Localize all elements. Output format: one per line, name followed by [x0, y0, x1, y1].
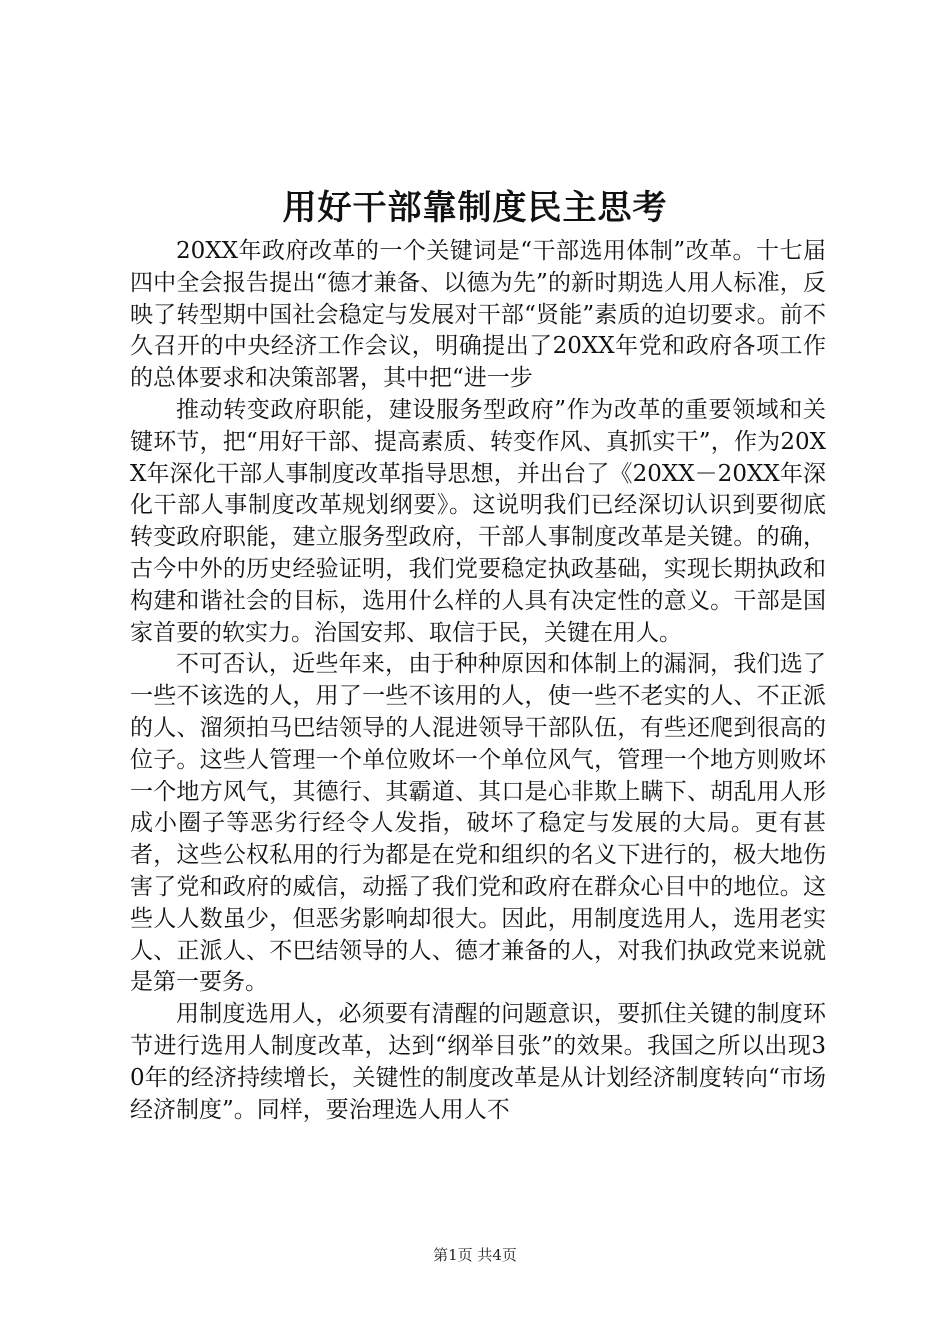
paragraph-4: 用制度选用人，必须要有清醒的问题意识，要抓住关键的制度环节进行选用人制度改革，达到“纲举目张”的效果。我国之所以出现30年的经济持续增长，关键性的制度改革是从计划经济制度转向“市场经济制度”。同样，要治理选人用人不 — [130, 1001, 826, 1123]
paragraph-3: 不可否认，近些年来，由于种种原因和体制上的漏洞，我们选了一些不该选的人，用了一些不该用的人，使一些不老实的人、不正派的人、溜须拍马巴结领导的人混进领导干部队伍，有些还爬到很高的位子。这些人管理一个单位败坏一个单位风气，管理一个地方则败坏一个地方风气，其德行、其霸道、其口是心非欺上瞒下、胡乱用人形成小圈子等恶劣行经令人发指，破坏了稳定与发展的大局。更有甚者，这些公权私用的行为都是在党和组织的名义下进行的，极大地伤害了党和政府的威信，动摇了我们党和政府在群众心目中的地位。这些人人数虽少，但恶劣影响却很大。因此，用制度选用人，选用老实人、正派人、不巴结领导的人、德才兼备的人，对我们执政党来说就是第一要务。 — [130, 651, 826, 996]
paragraph-1: 20XX年政府改革的一个关键词是“干部选用体制”改革。十七届四中全会报告提出“德才兼备、以德为先”的新时期选人用人标准，反映了转型期中国社会稳定与发展对干部“贤能”素质的迫切要求。前不久召开的中央经济工作会议，明确提出了20XX年党和政府各项工作的总体要求和决策部署，其中把“进一步 — [130, 238, 826, 392]
page-number-footer: 第1页 共4页 — [433, 1246, 517, 1264]
document-body — [130, 236, 826, 1126]
paragraph-2: 推动转变政府职能，建设服务型政府”作为改革的重要领域和关键环节，把“用好干部、提高素质、转变作风、真抓实干”，作为20XX年深化干部人事制度改革指导思想，并出台了《20XX－20XX年深化干部人事制度改革规划纲要》。这说明我们已经深切认识到要彻底转变政府职能，建立服务型政府，干部人事制度改革是关键。的确，古今中外的历史经验证明，我们党要稳定执政基础，实现长期执政和构建和谐社会的目标，选用什么样的人具有决定性的意义。干部是国家首要的软实力。治国安邦、取信于民，关键在用人。 — [130, 396, 826, 646]
document-title: 用好干部靠制度民主思考 — [282, 188, 668, 228]
